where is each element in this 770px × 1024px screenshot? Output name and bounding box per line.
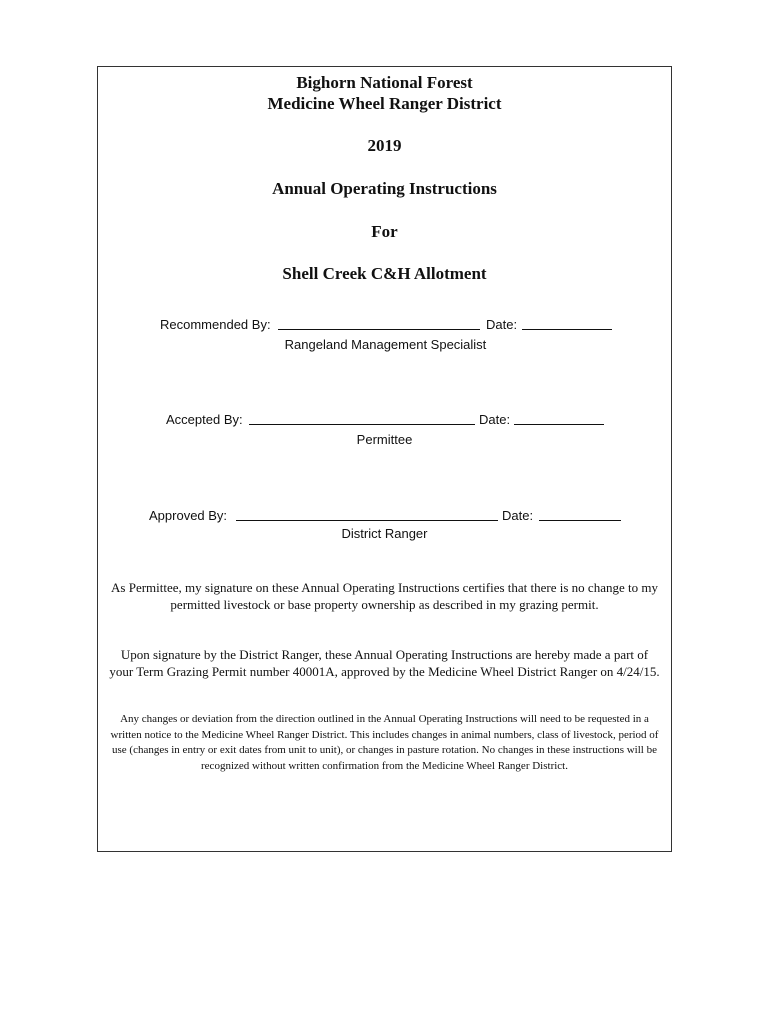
recommended-signature-line[interactable]: [278, 317, 480, 333]
recommended-date-label: Date:: [486, 317, 518, 332]
allotment-title: Shell Creek C&H Allotment: [282, 264, 487, 283]
document-title: Annual Operating Instructions: [272, 179, 497, 198]
approved-date-line[interactable]: [539, 508, 621, 524]
forest-title: Bighorn National Forest: [296, 73, 473, 92]
for-label: For: [371, 222, 398, 241]
district-title: Medicine Wheel Ranger District: [267, 94, 502, 113]
recommended-role: Rangeland Management Specialist: [284, 337, 487, 352]
document-page: [97, 66, 672, 852]
recommended-label: Recommended By:: [160, 317, 271, 332]
accepted-date-label: Date:: [479, 412, 511, 427]
approved-role: District Ranger: [341, 526, 428, 541]
year-title: 2019: [367, 136, 402, 155]
approved-label: Approved By:: [149, 508, 228, 523]
accepted-role: Permittee: [356, 432, 413, 447]
accepted-date-line[interactable]: [514, 412, 604, 428]
permittee-certification-text: As Permittee, my signature on these Annual Operating Instructions certifies that there is no change to my permitted livestock or base property ownership as described in my grazing permit.: [111, 580, 658, 612]
accepted-label: Accepted By:: [166, 412, 243, 427]
approved-date-label: Date:: [502, 508, 534, 523]
changes-notice-text: Any changes or deviation from the direction outlined in the Annual Operating Instructions will need to be requested in a written notice to the Medicine Wheel Ranger District. This includes changes in animal numbers, class of livestock, period of use (changes in entry or exit dates from unit to unit), or changes in pasture rotation. No changes in these instructions will be recognized without written confirmation from the Medicine Wheel Ranger District.: [110, 713, 659, 772]
recommended-date-line[interactable]: [522, 317, 612, 333]
approved-signature-line[interactable]: [236, 508, 498, 524]
district-ranger-approval-text: Upon signature by the District Ranger, these Annual Operating Instructions are hereby made a part of your Term Grazing Permit number 40001A, approved by the Medicine Wheel District Ranger on 4/24/15.: [109, 647, 660, 679]
accepted-signature-line[interactable]: [249, 412, 475, 428]
